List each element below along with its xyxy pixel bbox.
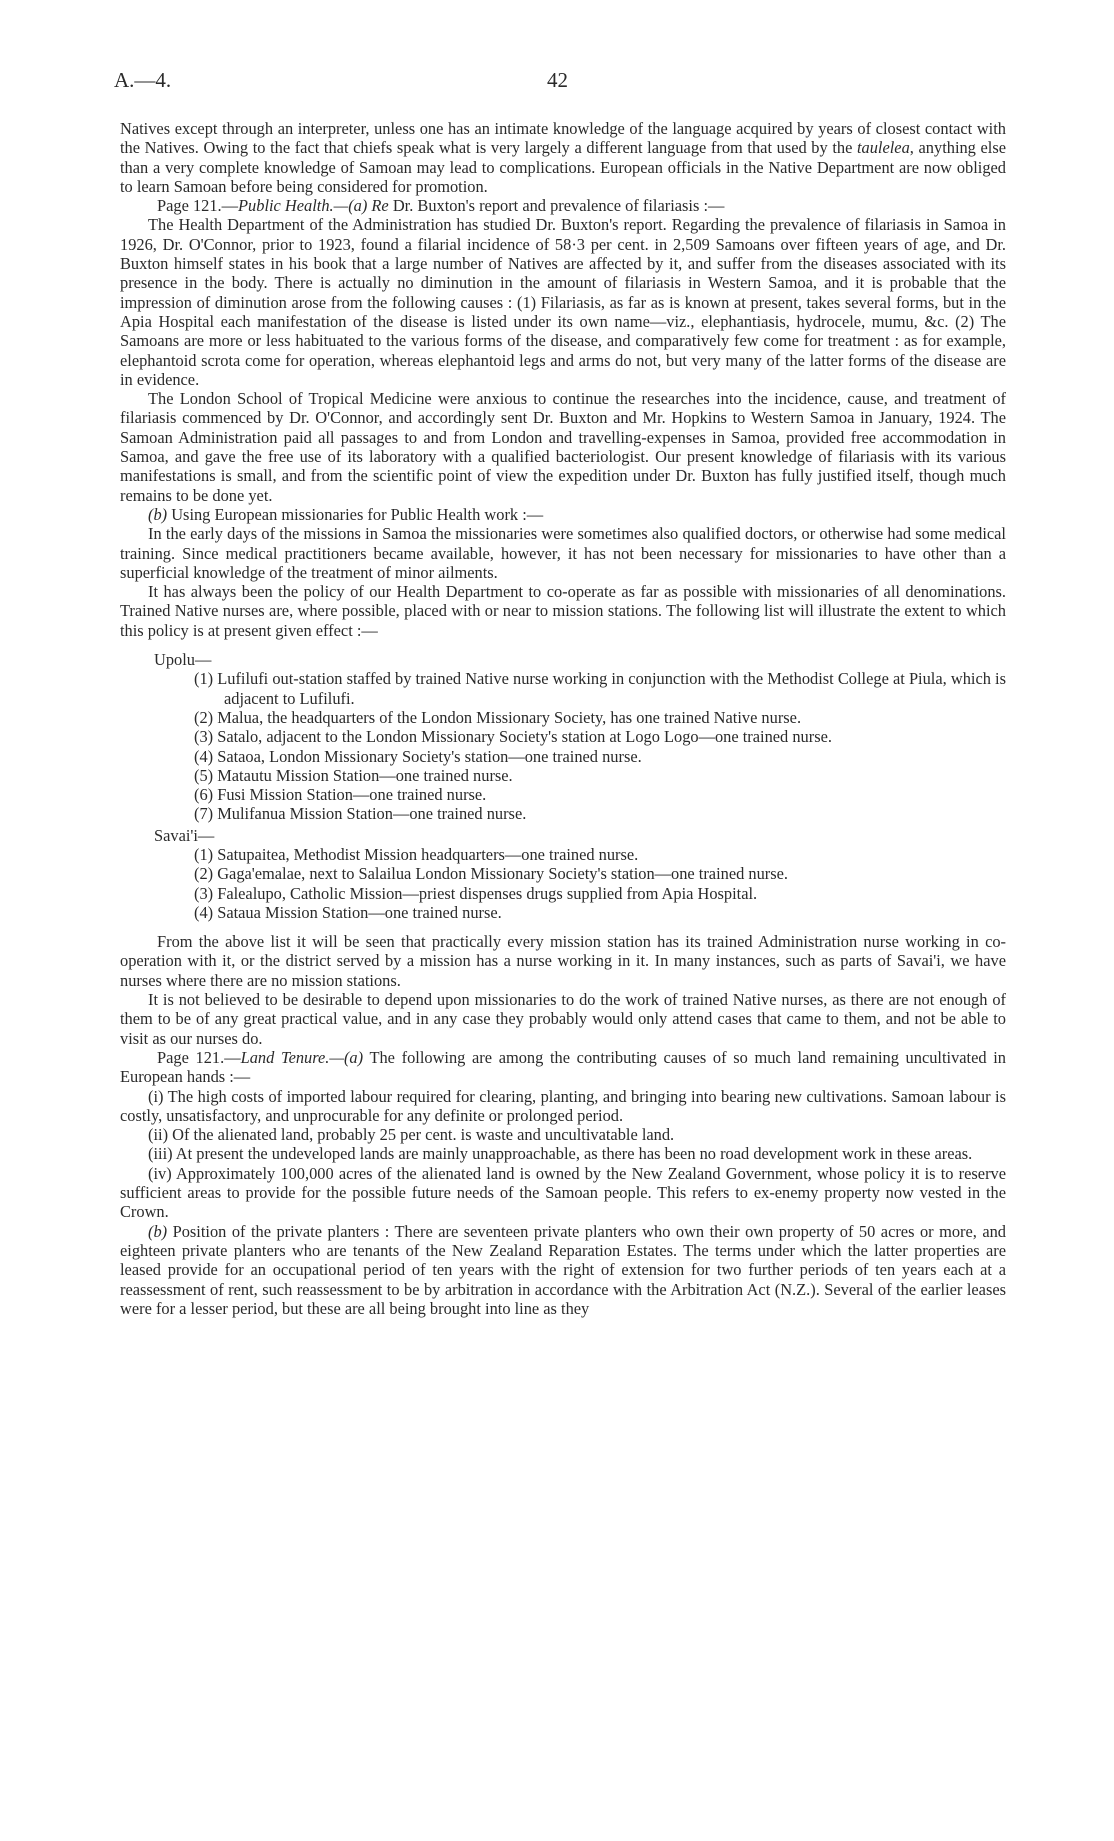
paragraph: (i) The high costs of imported labour required for clearing, planting, and bringing into bearing new cultivations. Samoan labour is costly, unsatisfactory, and unprocurable for any definite or prolonged period.	[120, 1086, 1006, 1125]
list-item: (1) Lufilufi out-station staffed by trained Native nurse working in conjunction with the Methodist College at Piula, which is adjacent to Lufilufi.	[194, 669, 1006, 708]
paragraph: (ii) Of the alienated land, probably 25 per cent. is waste and uncultivatable land.	[148, 1125, 675, 1145]
paragraph: From the above list it will be seen that practically every mission station has its trained Administration nurse working in co-operation with it, or the district served by a mission has a nurse working in it. In many instances, such as parts of Savai'i, we have nurses where there are no mission stations.	[120, 932, 1006, 990]
list-item: (4) Sataoa, London Missionary Society's station—one trained nurse.	[194, 746, 642, 766]
document-reference: A.—4.	[114, 68, 172, 92]
list-item: (1) Satupaitea, Methodist Mission headquarters—one trained nurse.	[194, 844, 639, 864]
paragraph: Natives except through an interpreter, unless one has an intimate knowledge of the language acquired by years of closest contact with the Natives. Owing to the fact that chiefs speak what is very largely a different language from that used by the taulelea, anything else than a very complete knowledge of Samoan may lead to complications. European officials in the Native Department are now obliged to learn Samoan before being considered for promotion.	[120, 119, 1006, 196]
list-item: (2) Gaga'emalae, next to Salailua London Missionary Society's station—one trained nurse.	[194, 864, 789, 884]
paragraph: The Health Department of the Administration has studied Dr. Buxton's report. Regarding the prevalence of filariasis in Samoa in 1926, Dr. O'Connor, prior to 1923, found a filarial incidence of 58·3 per cent. in 2,509 Samoans over fifteen years of age, and Dr. Buxton himself states in his book that a large number of Natives are affected by it, and suffer from the diseases associated with its presence in the body. There is actually no diminution in the amount of filariasis in Western Samoa, and it is probable that the impression of diminution arose from the following causes : (1) Filariasis, as far as is known at present, takes several forms, but in the Apia Hospital each manifestation of the disease is listed under its own name—viz., elephantiasis, hydrocele, mumu, &c. (2) The Samoans are more or less habituated to the various forms of the disease, and comparatively few come for treatment : as for example, elephantoid scrota come for operation, whereas elephantoid legs and arms do not, but very many of the latter forms of the disease are in evidence.	[120, 215, 1006, 389]
paragraph: In the early days of the missions in Samoa the missionaries were sometimes also qualified doctors, or otherwise had some medical training. Since medical practitioners became available, however, it has not been necessary for missionaries to have other than a superficial knowledge of the treatment of minor ailments.	[120, 524, 1006, 582]
list-item: (6) Fusi Mission Station—one trained nurse.	[194, 785, 487, 805]
list-item: (4) Sataua Mission Station—one trained nurse.	[194, 902, 502, 922]
list-item: (2) Malua, the headquarters of the London Missionary Society, has one trained Native nurse.	[194, 707, 802, 727]
paragraph: Page 121.—Public Health.—(a) Re Dr. Buxton's report and prevalence of filariasis :—	[157, 196, 725, 216]
paragraph: (iii) At present the undeveloped lands are mainly unapproachable, as there has been no road development work in these areas.	[148, 1144, 973, 1164]
paragraph: (b) Position of the private planters : There are seventeen private planters who own their own property of 50 acres or more, and eighteen private planters who are tenants of the New Zealand Reparation Estates. The terms under which the latter properties are leased provide for an occupational period of ten years with the right of extension for two further periods of ten years each at a reassessment of rent, such reassessment to be by arbitration in accordance with the Arbitration Act (N.Z.). Several of the earlier leases were for a lesser period, but these are all being brought into line as they	[120, 1221, 1006, 1318]
list-item: (3) Satalo, adjacent to the London Missionary Society's station at Logo Logo—one trained nurse.	[194, 727, 832, 747]
page-number: 42	[547, 68, 568, 92]
paragraph: Page 121.—Land Tenure.—(a) The following are among the contributing causes of so much land remaining uncultivated in European hands :—	[120, 1047, 1006, 1087]
paragraph: (iv) Approximately 100,000 acres of the alienated land is owned by the New Zealand Government, whose policy it is to reserve sufficient areas to provide for the possible future needs of the Samoan people. This refers to ex-enemy property now vested in the Crown.	[120, 1163, 1006, 1222]
list-heading: Upolu—	[154, 650, 212, 670]
paragraph: (b) Using European missionaries for Public Health work :—	[148, 504, 544, 524]
list-item: (3) Falealupo, Catholic Mission—priest dispenses drugs supplied from Apia Hospital.	[194, 883, 758, 903]
paragraph: It has always been the policy of our Health Department to co-operate as far as possible with missionaries of all denominations. Trained Native nurses are, where possible, placed with or near to mission stations. The following list will illustrate the extent to which this policy is at present given effect :—	[120, 582, 1006, 640]
document-body	[120, 119, 1006, 1318]
list-item: (5) Matautu Mission Station—one trained nurse.	[194, 765, 513, 785]
paragraph: The London School of Tropical Medicine were anxious to continue the researches into the incidence, cause, and treatment of filariasis commenced by Dr. O'Connor, and accordingly sent Dr. Buxton and Mr. Hopkins to Western Samoa in January, 1924. The Samoan Administration paid all passages to and from London and travelling-expenses in Samoa, provided free accommodation in Samoa, and gave the free use of its laboratory with a qualified bacteriologist. Our present knowledge of filariasis with its various manifestations is small, and from the scientific point of view the expedition under Dr. Buxton has fully justified itself, though much remains to be done yet.	[120, 389, 1006, 505]
list-heading: Savai'i—	[154, 825, 215, 845]
list-item: (7) Mulifanua Mission Station—one trained nurse.	[194, 804, 527, 824]
paragraph: It is not believed to be desirable to depend upon missionaries to do the work of trained Native nurses, as there are not enough of them to be of any great practical value, and in any case they probably would only attend cases that came to them, and not be able to visit as our nurses do.	[120, 990, 1006, 1048]
